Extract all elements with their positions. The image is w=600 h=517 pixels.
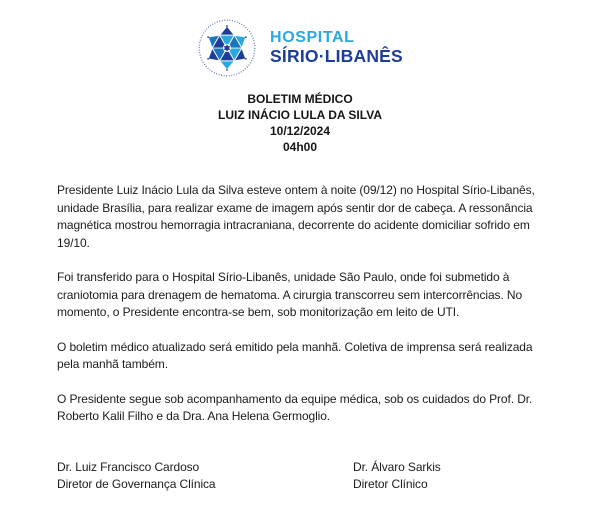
signer-name: Dr. Luiz Francisco Cardoso xyxy=(57,459,200,474)
paragraph-care-team: O Presidente segue sob acompanhamento da equipe médica, sob os cuidados do Prof. Dr. Roberto Kalil Filho e da Dra. Ana Helena Germoglio. xyxy=(57,391,533,423)
hospital-wordmark xyxy=(270,29,403,67)
bulletin-title: BOLETIM MÉDICO xyxy=(247,92,353,106)
paragraph-surgery: Foi transferido para o Hospital Sírio-Libanês, unidade São Paulo, onde foi submetido à craniotomia para drenagem de hematoma. A cirurgia transcorreu sem intercorrências. No momento, o Presidente encontra-se bem, sob monitorização em leito de UTI. xyxy=(57,270,523,319)
signature-block xyxy=(0,443,600,494)
signer-name: Dr. Álvaro Sarkis xyxy=(353,459,441,474)
signer-role: Diretor de Governança Clínica xyxy=(57,477,216,491)
signer-role: Diretor Clínico xyxy=(353,477,428,491)
bulletin-body xyxy=(0,155,600,426)
paragraph-update: O boletim médico atualizado será emitido pela manhã. Coletiva de imprensa será realizada pela manhã também. xyxy=(57,339,533,371)
wordmark-sirio-libanes: SÍRIO·LIBANÊS xyxy=(270,46,403,67)
signature-left xyxy=(57,459,353,494)
paragraph-exam: Presidente Luiz Inácio Lula da Silva esteve ontem à noite (09/12) no Hospital Sírio-Libanês, unidade Brasília, para realizar exame de imagem após sentir dor de cabeça. A ressonância magnética mostrou hemorragia intracraniana, decorrente do acidente domiciliar sofrido em 19/10. xyxy=(57,183,535,250)
bulletin-header xyxy=(0,91,600,155)
signature-right xyxy=(353,459,441,494)
bulletin-time: 04h00 xyxy=(282,140,318,154)
hospital-logo xyxy=(0,0,600,78)
bulletin-date: 10/12/2024 xyxy=(269,124,331,138)
wordmark-hospital: HOSPITAL xyxy=(270,29,355,47)
patient-name: LUIZ INÁCIO LULA DA SILVA xyxy=(218,108,382,122)
sirio-libanes-globe-icon xyxy=(197,18,257,78)
